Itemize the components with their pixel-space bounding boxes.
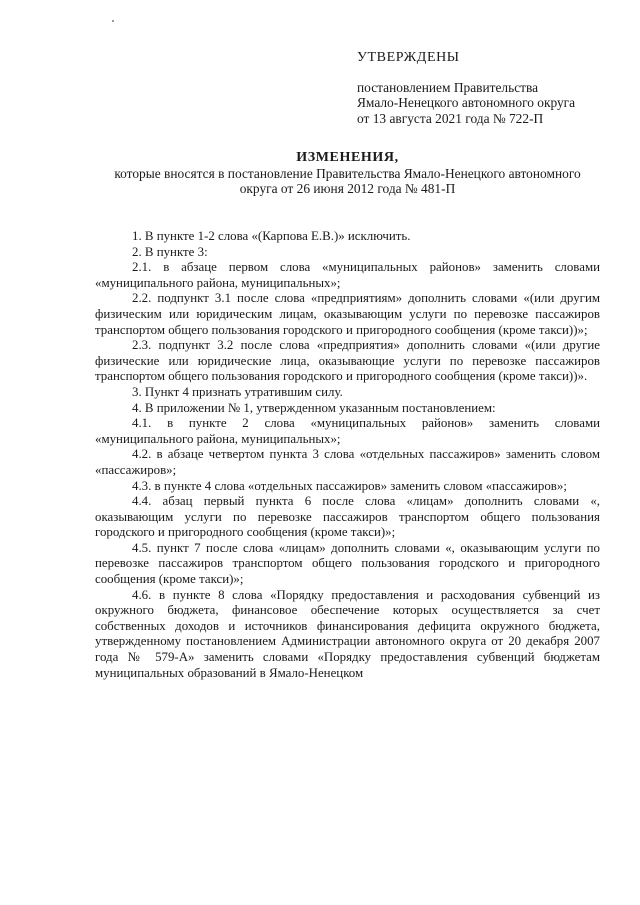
- paragraph: 2.3. подпункт 3.2 после слова «предприятия» дополнить словами «(или другие физические или юридические лица, оказывающие услуги по перевозке пассажиров транспортом общего пользования городского и пригородного сообщения (кроме такси))».: [95, 338, 600, 384]
- scan-speck: [112, 20, 114, 22]
- paragraph: 3. Пункт 4 признать утратившим силу.: [132, 384, 343, 399]
- paragraph: 2.2. подпункт 3.1 после слова «предприятиям» дополнить словами «(или другим физическим или юридическим лицам, оказывающим услуги по перевозке пассажиров транспортом общего пользования городского и пригородного сообщения (кроме такси))»;: [95, 291, 600, 337]
- approval-line-1: постановлением Правительства: [357, 79, 539, 95]
- document-body: [95, 229, 600, 681]
- approval-stamp: [357, 50, 627, 126]
- paragraph: 4.4. абзац первый пункта 6 после слова «лицам» дополнить словами «, оказывающим услуги по перевозке пассажиров транспортом общего пользования городского и пригородного сообщения (кроме такси)»;: [95, 494, 600, 540]
- paragraph: 4.5. пункт 7 после слова «лицам» дополнить словами «, оказывающим услуги по перевозке пассажиров транспортом общего пользования городского и пригородного сообщения (кроме такси)»;: [95, 540, 600, 587]
- paragraph: 4.6. в пункте 8 слова «Порядку предоставления и расходования субвенций из окружного бюджета, финансовое обеспечение которых осуществляется за счет собственных доходов и источников финансирования дефицита окружного бюджета, утвержденному постановлением Администрации автономного округа от 20 декабря 2007 года № 579-А» заменить словами «Порядку предоставления субвенций бюджетам муниципальных образований в Ямало-Ненецком: [95, 587, 600, 680]
- title-main: ИЗМЕНЕНИЯ,: [296, 150, 399, 165]
- approval-heading: УТВЕРЖДЕНЫ: [357, 50, 460, 65]
- paragraph: 4.1. в пункте 2 слова «муниципальных районов» заменить словами «муниципального района, муниципальных»;: [95, 416, 600, 446]
- title-subtitle: которые вносятся в постановление Правительства Ямало-Ненецкого автономного округа от 26 июня 2012 года № 481-П: [114, 165, 581, 196]
- approval-line-2: Ямало-Ненецкого автономного округа: [357, 95, 576, 110]
- paragraph: 4.3. в пункте 4 слова «отдельных пассажиров» заменить словом «пассажиров»;: [132, 478, 567, 493]
- paragraph: 2. В пункте 3:: [132, 244, 208, 259]
- paragraph: 4. В приложении № 1, утвержденном указанным постановлением:: [132, 400, 496, 415]
- paragraph: 2.1. в абзаце первом слова «муниципальных районов» заменить словами «муниципального района, муниципальных»;: [95, 260, 600, 290]
- document-title: [95, 150, 600, 197]
- paragraph: 1. В пункте 1-2 слова «(Карпова Е.В.)» исключить.: [132, 229, 411, 243]
- paragraph: 4.2. в абзаце четвертом пункта 3 слова «отдельных пассажиров» заменить словом «пассажиров»;: [95, 447, 600, 477]
- approval-line-3: от 13 августа 2021 года № 722-П: [357, 110, 544, 126]
